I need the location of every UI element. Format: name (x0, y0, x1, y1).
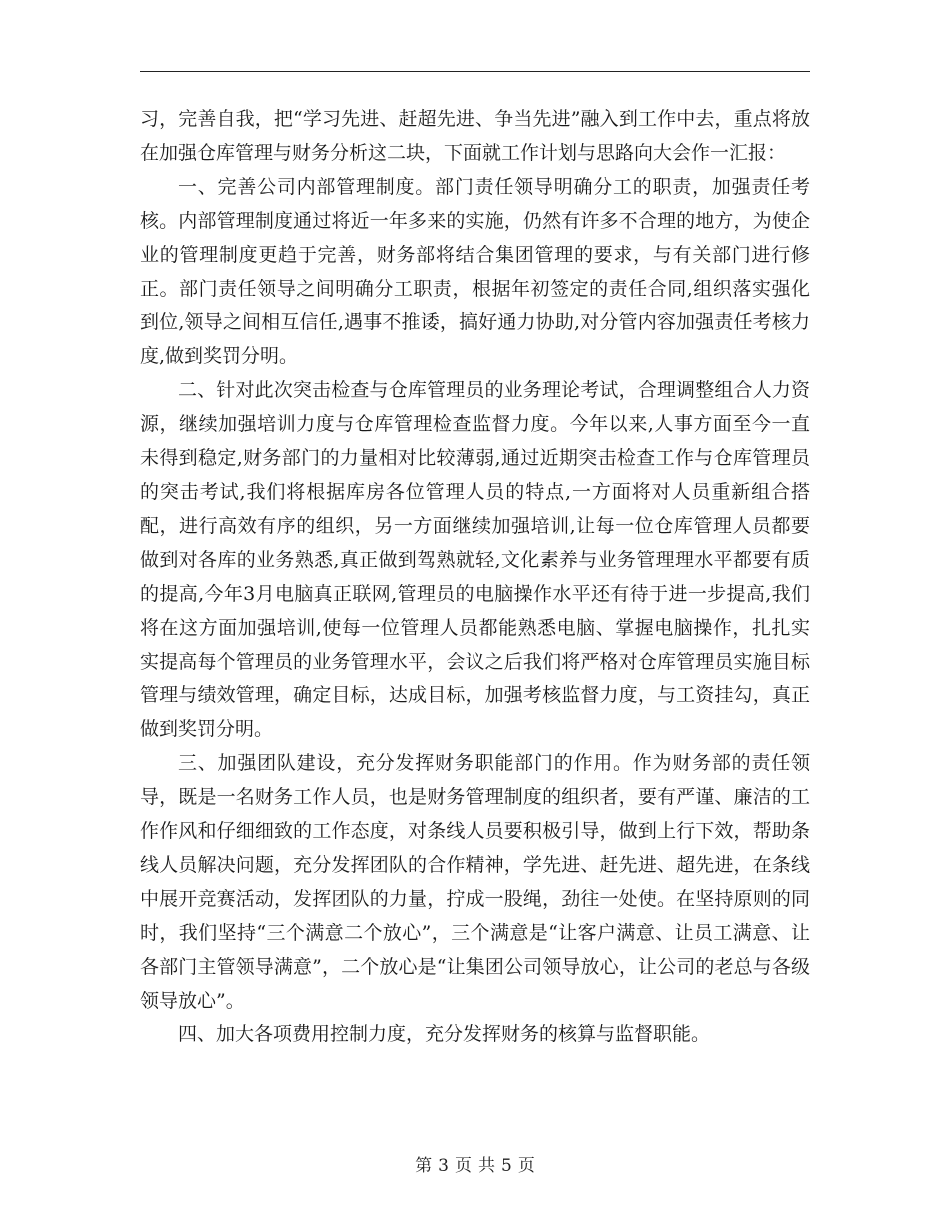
paragraph-section-4: 四、加大各项费用控制力度，充分发挥财务的核算与监督职能。 (178, 1023, 711, 1046)
footer-page-number: 3 (438, 1156, 449, 1176)
footer-page-prefix: 第 (415, 1156, 433, 1176)
document-body (140, 103, 810, 1052)
paragraph-section-2: 二、针对此次突击检查与仓库管理员的业务理论考试，合理调整组合人力资源，继续加强培训力度与仓库管理检查监督力度。今年以来,人事方面至今一直未得到稳定,财务部门的力量相对比较薄弱,通过近期突击检查工作与仓库管理员的突击考试,我们将根据库房各位管理人员的特点,一方面将对人员重新组合搭配，进行高效有序的组织，另一方面继续加强培训,让每一位仓库管理人员都要做到对各库的业务熟悉,真正做到驾熟就轻,文化素养与业务管理理水平都要有质的提高,今年3月电脑真正联网,管理员的电脑操作水平还有待于进一步提高,我们将在这方面加强培训,使每一位管理人员都能熟悉电脑、掌握电脑操作，扎扎实实提高每个管理员的业务管理水平，会议之后我们将严格对仓库管理员实施目标管理与绩效管理，确定目标，达成目标，加强考核监督力度，与工资挂勾，真正做到奖罚分明。 (140, 379, 810, 741)
paragraph-section-3: 三、加强团队建设，充分发挥财务职能部门的作用。作为财务部的责任领导，既是一名财务工作人员，也是财务管理制度的组织者，要有严谨、廉洁的工作作风和仔细细致的工作态度，对条线人员要积极引导，做到上行下效，帮助条线人员解决问题，充分发挥团队的合作精神，学先进、赶先进、超先进，在条线中展开竞赛活动，发挥团队的力量，拧成一股绳，劲往一处使。在坚持原则的同时，我们坚持“三个满意二个放心”，三个满意是“让客户满意、让员工满意、让各部门主管领导满意”，二个放心是“让集团公司领导放心，让公司的老总与各级领导放心”。 (140, 752, 810, 1012)
page-footer (0, 1156, 950, 1176)
footer-total-suffix: 页 (517, 1156, 535, 1176)
paragraph-continuation: 习，完善自我，把“学习先进、赶超先进、争当先进”融入到工作中去，重点将放在加强仓库管理与财务分析这二块，下面就工作计划与思路向大会作一汇报： (140, 108, 810, 164)
footer-page-label: 页 (455, 1156, 472, 1176)
footer-total-pages: 5 (501, 1156, 512, 1176)
paragraph-section-1: 一、完善公司内部管理制度。部门责任领导明确分工的职责，加强责任考核。内部管理制度通过将近一年多来的实施，仍然有许多不合理的地方，为使企业的管理制度更趋于完善，财务部将结合集团管理的要求，与有关部门进行修正。部门责任领导之间明确分工职责，根据年初签定的责任合同,组织落实强化到位,领导之间相互信任,遇事不推诿，搞好通力协助,对分管内容加强责任考核力度,做到奖罚分明。 (140, 175, 810, 368)
footer-total-prefix: 共 (478, 1156, 495, 1176)
header-rule (140, 71, 810, 72)
